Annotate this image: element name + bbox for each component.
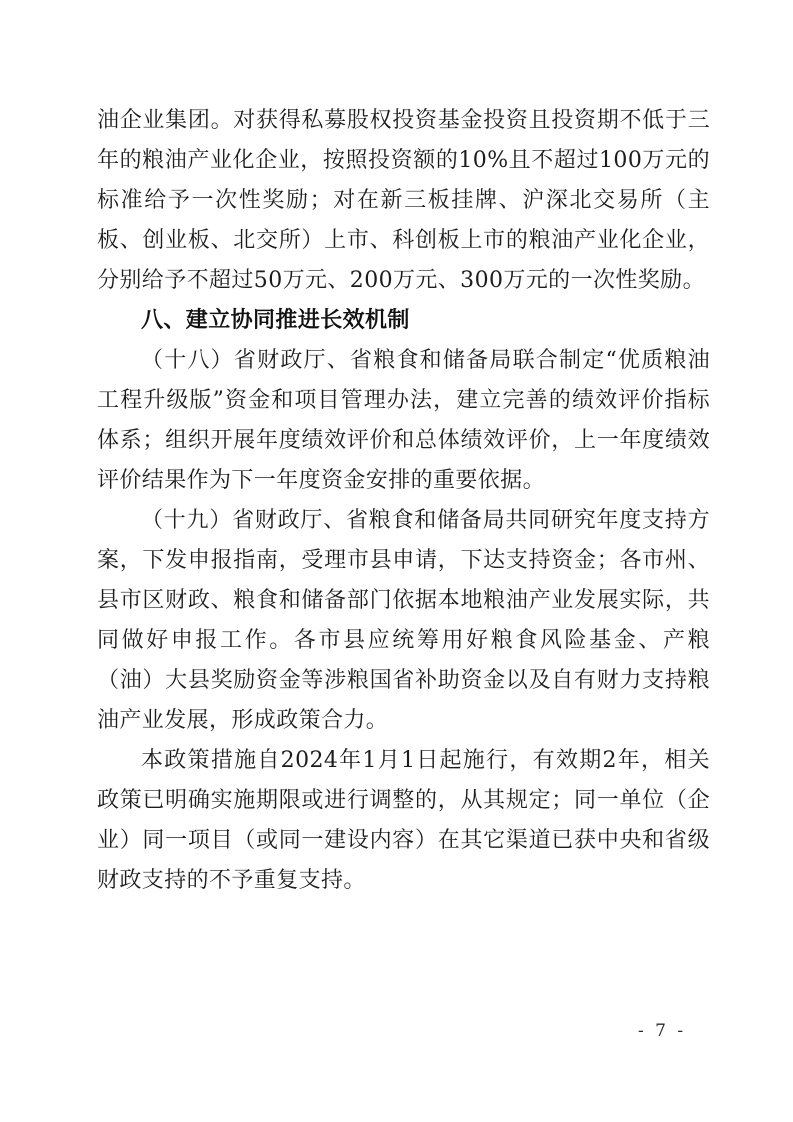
paragraph-article-19: （十九）省财政厅、省粮食和储备局共同研究年度支持方案，下发申报指南，受理市县申请，下达支持资金；各市州、县市区财政、粮食和储备部门依据本地粮油产业发展实际，共同做好申报工作。各市县应统筹用好粮食风险基金、产粮（油）大县奖励资金等涉粮国省补助资金以及自有财力支持粮油产业发展，形成政策合力。 bbox=[97, 508, 710, 733]
section-heading-eight: 八、建立协同推进长效机制 bbox=[141, 308, 410, 333]
paragraph-effective-date: 本政策措施自2024年1月1日起施行，有效期2年，相关政策已明确实施期限或进行调整的，从其规定；同一单位（企业）同一项目（或同一建设内容）在其它渠道已获中央和省级财政支持的不予重复支持。 bbox=[97, 748, 710, 893]
document-text-block bbox=[97, 101, 710, 901]
paragraph-article-18: （十八）省财政厅、省粮食和储备局联合制定“优质粮油工程升级版”资金和项目管理办法，建立完善的绩效评价指标体系；组织开展年度绩效评价和总体绩效评价，上一年度绩效评价结果作为下一年度资金安排的重要依据。 bbox=[97, 348, 710, 493]
page-number: - 7 - bbox=[638, 1021, 684, 1041]
paragraph-reward-continuation: 油企业集团。对获得私募股权投资基金投资且投资期不低于三年的粮油产业化企业，按照投资额的10%且不超过100万元的标准给予一次性奖励；对在新三板挂牌、沪深北交易所（主板、创业板、北交所）上市、科创板上市的粮油产业化企业，分别给予不超过50万元、200万元、300万元的一次性奖励。 bbox=[97, 108, 710, 293]
